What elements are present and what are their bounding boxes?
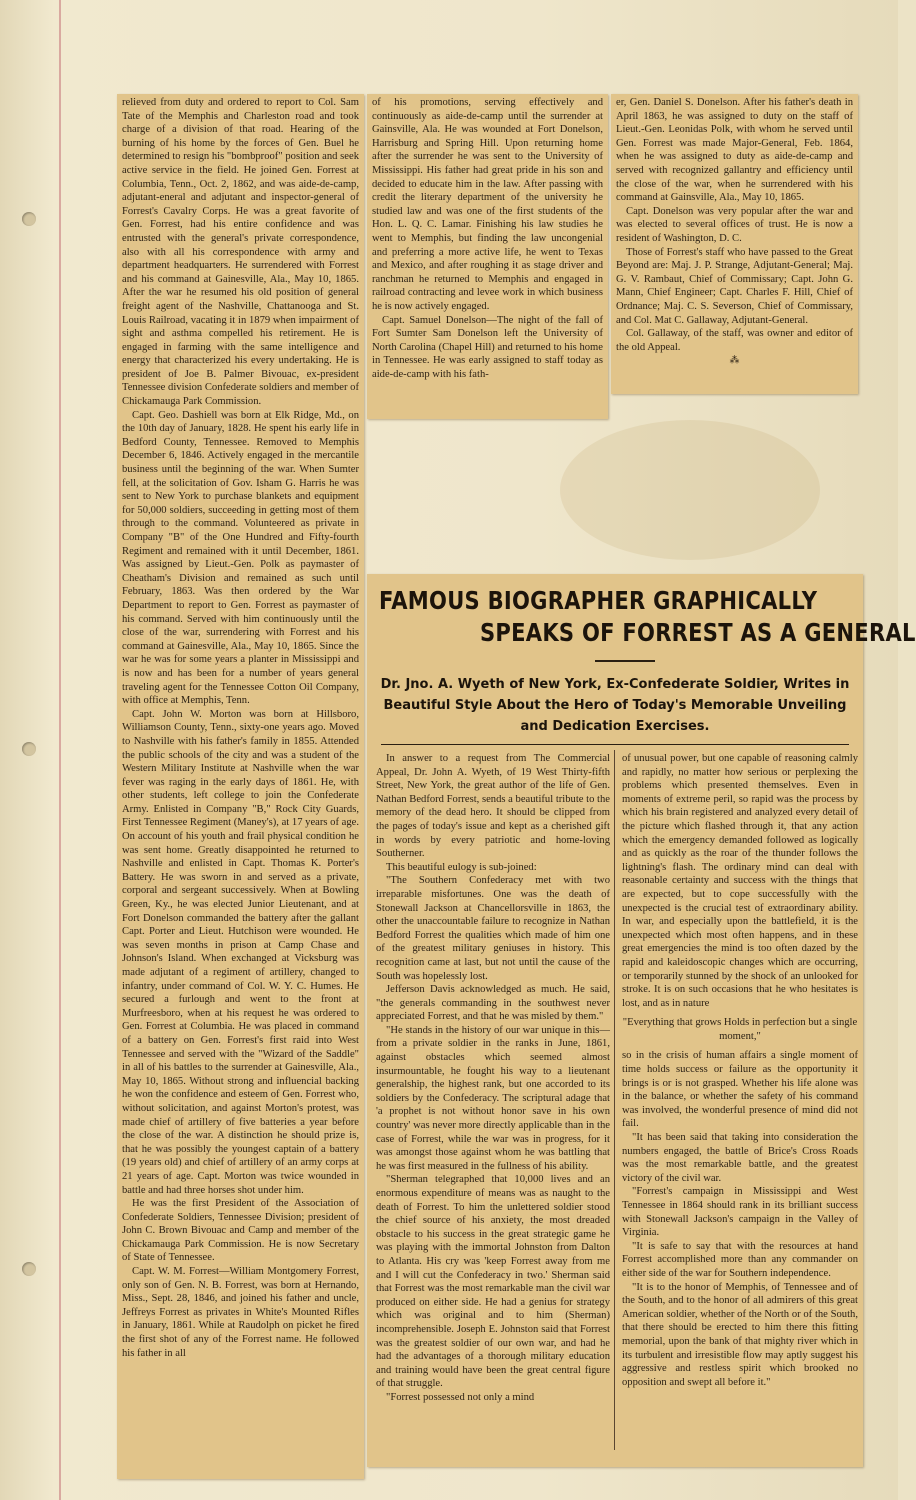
paragraph: He was the first President of the Association of Confederate Soldiers, Tennessee Division; president of John C. Brown Bivouac and Camp and member of the Chickamauga Park Commission. He is now Secretary of State of Tennessee. <box>122 1198 359 1264</box>
paragraph: "Forrest possessed not only a mind <box>386 1391 535 1403</box>
end-ornament: ⁂ <box>729 355 740 367</box>
paragraph: Capt. Geo. Dashiell was born at Elk Ridge, Md., on the 10th day of January, 1828. He spent his early life in Bedford County, Tennessee. Removed to Memphis December 6, 1846. Actively engaged in the mercantile business until the beginning of the war. When Sumter fell, at the solicitation of Gov. Isham G. Harris he was sent to New York to purchase blankets and equipment for 50,000 soldiers, succeeding in getting most of them through to the command. Volunteered as private in Company "B" of the One Hundred and Fifty-fourth Regiment and remained with it until December, 1861. Was assigned by Lieut.-Gen. Polk as paymaster of Cheatham's Division and remained as such until February, 1863. Was then ordered by the War Department to report to Gen. Forrest as paymaster of his command. Served with him continuously until the close of the war, surrendering with Forrest and his command at Gainesville, Ala., May 10, 1865. Since the war he was for some years a planter in Mississippi and is now and has been for a number of years general traveling agent for the Tennessee Cotton Oil Company, with office at Memphis, Tenn. <box>122 409 359 707</box>
paragraph: This beautiful eulogy is sub-joined: <box>386 861 537 873</box>
paragraph: relieved from duty and ordered to report to Col. Sam Tate of the Memphis and Charleston road and took charge of a division of that road. Hearing of the burning of his home by the forces of Gen. Buel he determined to resign his "bombproof" position and seek active service in the field. He joined Gen. Forrest at Columbia, Tenn., Oct. 2, 1862, and was aide-de-camp, adjutant-eneral and adjutant and inspector-general of Forrest's Cavalry Corps. He was a great favorite of Gen. Forrest, had his entire confidence and was entrusted with the general's private correspondence, also with all his correspondence with army and department headquarters. He surrendered with Forrest and his command at Gainesville, Ala., May 10, 1865. After the war he resumed his old position of general freight agent of the Nashville, Chattanooga and St. Louis Railroad, vacating it in 1879 when impairment of sight and asthma compelled his retirement. He is engaged in farming with the same intelligence and energy that characterized his every undertaking. He is president of Joe B. Palmer Bivouac, ex-president Tennessee division Confederate soldiers and member of Chickamauga Park Commission. <box>122 97 359 408</box>
binder-hole <box>22 212 36 226</box>
paragraph: "It has been said that taking into consideration the numbers engaged, the battle of Brice's Cross Roads was the most remarkable battle, and the greatest victory of the civil war. <box>622 1132 858 1184</box>
clipping-staff-biographies <box>117 94 364 1479</box>
paragraph: of unusual power, but one capable of reasoning calmly and rapidly, no matter how serious or perplexing the problems which presented themselves. Even in moments of extreme peril, so rapid was the process by which his brain registered and analyzed every detail of the picture which flashed through it, that any action which the emergency demanded followed as logically and as quickly as the roar of the thunder follows the lightning's flash. The ordinary mind can deal with reasonable certainty and success with the things that are expected, but to cope successfully with the unexpected is the crucial test of extraordinary ability. In war, and especially upon the battlefield, it is the unexpected which most often happens, and in these great emergencies the mind is too often dazed by the rapid and kaleidoscopic changes which are occurring, or temporarily stunned by the shock of an unlooked for stroke. It is on such occasions that he who hesitates is lost, and as in nature <box>622 753 858 1009</box>
paragraph: "The Southern Confederacy met with two irreparable misfortunes. One was the death of Stonewall Jackson at Chancellorsville in 1863, the other the unaccountable failure to recognize in Nathan Bedford Forrest the qualities which made of him one of the greatest military geniuses in history. This recognition came at last, but not until the cause of the South was hopelessly lost. <box>376 875 610 982</box>
margin-rule <box>59 0 61 1500</box>
column-divider <box>614 750 615 1450</box>
paragraph: "Sherman telegraphed that 10,000 lives and an enormous expenditure of means was as naught to the death of Forrest. To him the unlettered soldier stood the chief source of his anxiety, the most dreaded obstacle to his success in the great strategic game he was playing with the immortal Johnston from Dalton to Atlanta. His cry was 'keep Forrest away from me and I will cut the Confederacy in two.' Sherman said that Forrest was the most remarkable man the civil war produced on either side. He had a genius for strategy which was original and to him (Sherman) incomprehensible. Joseph E. Johnston said that Forrest was the greatest soldier of our own war, and had he had the advantages of a thorough military education and training would have been the great central figure of that struggle. <box>376 1174 610 1390</box>
paragraph: so in the crisis of human affairs a single moment of time holds success or failure as the opportunity it brings is or is not grasped. Whether his life alone was in the balance, or whether the safety of his command was involved, the wonderful presence of mind did not fail. <box>622 1050 858 1130</box>
clipping-staff-honor-roll <box>611 94 858 394</box>
paragraph: Capt. John W. Morton was born at Hillsboro, Williamson County, Tenn., sixty-one years ago. Moved to Nashville with his father's family in 1855. Attended the public schools of the city and was a student of the Western Military Institute at Nashville when the war fever was raging in the early days of 1861. He, with other students, left college to join the Confederate Army. Enlisted in Company "B," Rock City Guards, First Tennessee Regiment (Maney's), at 17 years of age. On account of his youth and frail physical condition he was sent home. Greatly disappointed he returned to Nashville and enlisted in Capt. Thomas K. Porter's Battery. He was sworn in and served as a private, corporal and sergeant successively. When at Bowling Green, Ky., he was elected Junior Lieutenant, and at Fort Donelson commanded the battery after the gallant Capt. Porter and Lieut. Hutchison were wounded. He was seven months in prison at Camp Chase and Johnson's Island. When exchanged at Vicksburg was made adjutant of a regiment of artillery, changed to infantry, under command of Col. W. Y. C. Humes. He secured a furlough and went to the front at Murfreesboro, when at his request he was ordered to Gen. Forrest at Columbia. He was placed in command of a battery on Gen. Forrest's first raid into West Tennessee and served with the "Wizard of the Saddle" in all of his battles to the surrender at Gainesville, Ala., May 10, 1865. Without strong and influencial backing he won the confidence and esteem of Gen. Forrest who, without solicitation, and against Morton's protest, was made chief of artillery of five batteries a year before the close of the war. A distinction he should prize is, that he was possibly the youngest captain of a battery (19 years old) and chief of artillery of an army corps at 21 years of age. Capt. Morton was twice wounded in battle and had three horses shot under him. <box>122 708 359 1196</box>
subhead-rule <box>381 744 849 745</box>
article-column-left <box>371 750 615 1407</box>
paragraph: "It is to the honor of Memphis, of Tennessee and of the South, and to the honor of all admirers of this great American soldier, whether of the North or of the South, that there should be erected to him there this fitting memorial, upon the bank of that mighty river which in its turbulent and irresistible flow may aptly suggest his aggressive and restless spirit which brooked no opposition and swept all before it." <box>622 1281 858 1388</box>
clipping-text <box>611 94 858 370</box>
binder-hole <box>22 1262 36 1276</box>
paragraph: Capt. W. M. Forrest—William Montgomery Forrest, only son of Gen. N. B. Forrest, was born at Hernando, Miss., Sept. 28, 1846, and joined his father and uncle, Jeffreys Forrest as privates in White's Mounted Rifles in January, 1861. While at Raudolph on picket he fired the first shot of any of the Forrest name. He followed his father in all <box>122 1266 359 1359</box>
paragraph: "Forrest's campaign in Mississippi and West Tennessee in 1864 should rank in its brilliant success with Stonewall Jackson's campaign in the Valley of Virginia. <box>622 1186 858 1239</box>
clipping-forrest-donelson <box>367 94 608 419</box>
poem-quote: "Everything that grows Holds in perfection but a single moment," <box>622 1017 858 1042</box>
paragraph: "He stands in the history of our war unique in this—from a private soldier in the ranks in June, 1861, against obstacles which seemed almost insurmountable, he fought his way to a lieutenant generalship, the highest rank, but one accorded to its soldiers by the Confederacy. The scriptural adage that 'a prophet is not without honor save in his own country' was never more directly applicable than in the case of Forrest, while the war was in progress, for it was amongst those against whom he was battling that he was first measured in the fullness of his ability. <box>376 1024 610 1172</box>
clipping-text <box>367 94 608 383</box>
paragraph: Capt. Samuel Donelson—The night of the fall of Fort Sumter Sam Donelson left the University of North Carolina (Chapel Hill) and returned to his home in Tennessee. He was early assigned to staff today as aide-de-camp with his fath- <box>372 314 603 380</box>
paragraph: Capt. Donelson was very popular after the war and was elected to several offices of trust. He is now a resident of Washington, D. C. <box>616 205 853 244</box>
paragraph: Those of Forrest's staff who have passed to the Great Beyond are: Maj. J. P. Strange, Adjutant-General; Maj. G. V. Rambaut, Chief of Commissary; Capt. John G. Mann, Chief Engineer; Capt. Charles F. Hill, Chief of Ordnance; Maj. C. S. Severson, Chief of Commissary, and Col. Mat C. Gallaway, Adjutant-General. <box>616 246 853 326</box>
clipping-text <box>117 94 364 1362</box>
paragraph: In answer to a request from The Commercial Appeal, Dr. John A. Wyeth, of 19 West Thirty-fifth Street, New York, the great author of the life of Gen. Nathan Bedford Forrest, sends a beautiful tribute to the memory of the dead hero. It should be clipped from the pages of today's issue and kept as a cherished gift in words by every patriotic and home-loving Southerner. <box>376 753 610 860</box>
headline-rule <box>595 660 655 662</box>
paper-stain <box>560 420 820 560</box>
paragraph: Jefferson Davis acknowledged as much. He said, "the generals commanding in the southwest never appreciated Forrest, and that he was misled by them." <box>376 984 610 1023</box>
clipping-wyeth-article <box>367 574 916 1467</box>
paragraph: "It is safe to say that with the resources at hand Forrest accomplished more than any commander on either side of the war for Southern independence. <box>622 1240 858 1279</box>
headline-line-2: SPEAKS OF FORREST AS A GENERAL <box>480 618 916 647</box>
article-column-right <box>617 750 863 1391</box>
paragraph: er, Gen. Daniel S. Donelson. After his father's death in April 1863, he was assigned to duty on the staff of Lieut.-Gen. Leonidas Polk, with whom he served until Gen. Forrest was made Major-General, Feb. 1864, when he was assigned to duty as aide-de-camp and served with recognized gallantry and efficiency until the close of the war, when he surrendered with his command at Gainsville, Ala., May 10, 1865. <box>616 97 853 204</box>
article-subhead: Dr. Jno. A. Wyeth of New York, Ex-Confederate Soldier, Writes in Beautiful Style About the Hero of Today's Memorable Unveiling and Dedication Exercises. <box>380 677 850 734</box>
headline-line-1: FAMOUS BIOGRAPHER GRAPHICALLY <box>379 586 818 615</box>
paragraph: Col. Gallaway, of the staff, was owner and editor of the old Appeal. <box>616 328 853 353</box>
binder-hole <box>22 742 36 756</box>
paragraph: of his promotions, serving effectively and continuously as aide-de-camp until the surrender at Gainsville, Ala. He was wounded at Fort Donelson, Harrisburg and Spring Hill. Upon returning home after the surrender he was sent to the University of Mississippi. His father had great pride in his son and decided to educate him in the law. After passing with credit the literary department of the university he studied law and was one of the first students of the Hon. L. Q. C. Lamar. Finishing his law studies he went to Memphis, but finding the law uncongenial and preferring a more active life, he went to Texas and Mexico, and after roughing it as stage driver and ranchman he returned to Memphis and engaged in railroad contracting and levee work in which business he is now actively engaged. <box>372 97 603 312</box>
